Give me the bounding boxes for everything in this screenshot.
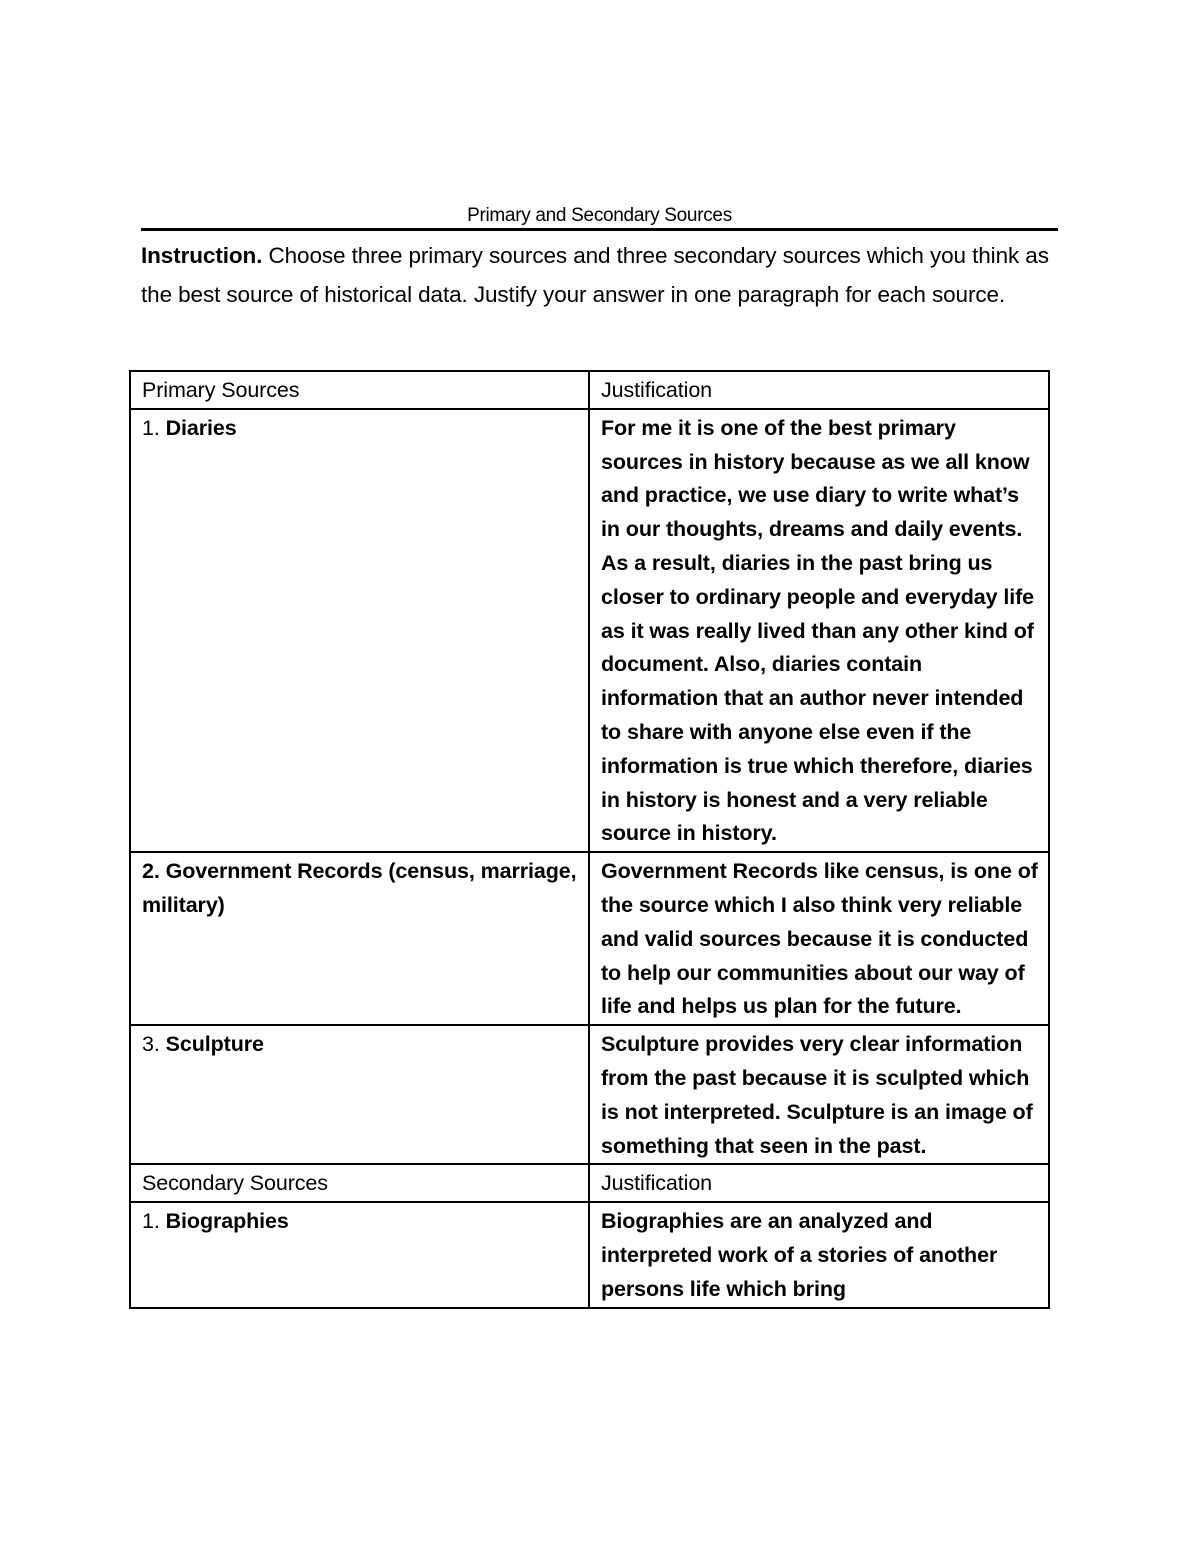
- primary-sources-header: Primary Sources: [130, 371, 589, 409]
- source-cell: [130, 1025, 589, 1164]
- table-header-row: [130, 1164, 1049, 1202]
- table-row: [130, 409, 1049, 852]
- table-row: [130, 1202, 1049, 1307]
- source-name: Government Records (census, marriage, military): [142, 859, 577, 917]
- source-number: 3.: [142, 1032, 166, 1057]
- justification-cell: Sculpture provides very clear information from the past because it is sculpted which is not interpreted. Sculpture is an image of something that seen in the past.: [589, 1025, 1049, 1164]
- table-row: [130, 1025, 1049, 1164]
- source-cell: [130, 1202, 589, 1307]
- instruction-text: Choose three primary sources and three secondary sources which you think as the best source of historical data. Justify your answer in one paragraph for each source.: [141, 243, 1049, 307]
- title-underline: [141, 228, 1058, 231]
- table-row: [130, 852, 1049, 1025]
- justification-cell: For me it is one of the best primary sources in history because as we all know and practice, we use diary to write what’s in our thoughts, dreams and daily events. As a result, diaries in the past bring us closer to ordinary people and everyday life as it was really lived than any other kind of document. Also, diaries contain information that an author never intended to share with anyone else even if the information is true which therefore, diaries in history is honest and a very reliable source in history.: [589, 409, 1049, 852]
- sources-table: [129, 370, 1050, 1309]
- source-name: Biographies: [165, 1209, 289, 1234]
- table-header-row: [130, 371, 1049, 409]
- source-number: 2.: [142, 859, 166, 884]
- justification-header: Justification: [589, 371, 1049, 409]
- justification-header: Justification: [589, 1164, 1049, 1202]
- justification-cell: Government Records like census, is one of the source which I also think very reliable and valid sources because it is conducted to help our communities about our way of life and helps us plan for the future.: [589, 852, 1049, 1025]
- justification-cell: Biographies are an analyzed and interpreted work of a stories of another persons life which bring: [589, 1202, 1049, 1307]
- instruction-lead: Instruction.: [141, 243, 263, 268]
- instruction-paragraph: [141, 236, 1066, 314]
- source-name: Diaries: [165, 415, 237, 440]
- source-name: Sculpture: [165, 1032, 264, 1057]
- source-cell: [130, 409, 589, 852]
- source-cell: [130, 852, 589, 1025]
- source-number: 1.: [142, 1209, 166, 1234]
- secondary-sources-header: Secondary Sources: [130, 1164, 589, 1202]
- document-title: Primary and Secondary Sources: [467, 205, 732, 226]
- source-number: 1.: [142, 415, 166, 440]
